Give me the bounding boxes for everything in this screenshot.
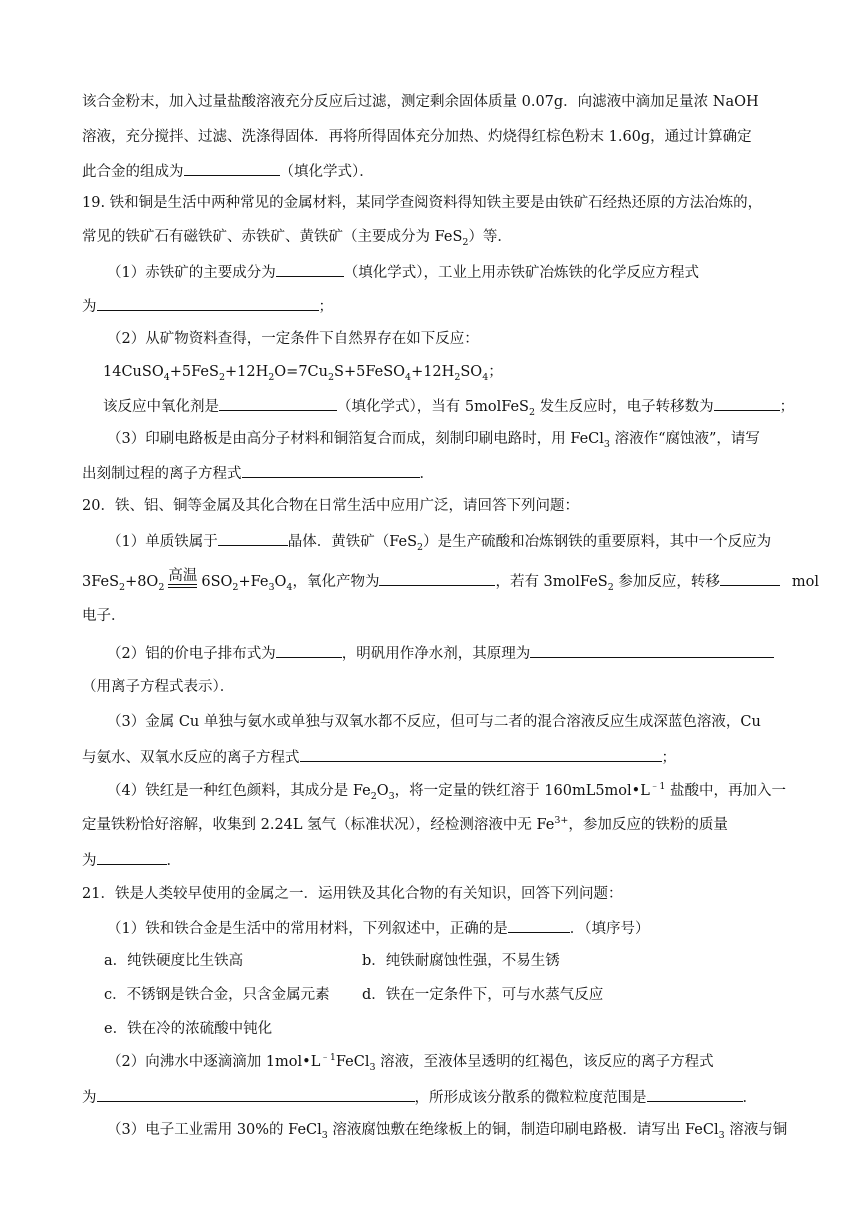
- text-line: [107, 329, 479, 349]
- text-line: [82, 849, 181, 871]
- text: 溶液与铜: [724, 1122, 788, 1138]
- answer-blank[interactable]: [508, 917, 570, 933]
- text: （3）金属 Cu 单独与氨水或单独与双氧水都不反应，但可与二者的混合溶液反应生成深蓝色溶液，Cu: [107, 714, 761, 730]
- text: 出刻制过程的离子方程式: [82, 466, 242, 482]
- subscript: 2: [417, 541, 424, 553]
- answer-blank[interactable]: [97, 295, 319, 311]
- text: （用离子方程式表示）．: [82, 679, 235, 695]
- text: （4）铁红是一种红色颜料，其成分是 Fe: [107, 783, 371, 799]
- text-line: （4）铁红是一种红色颜料，其成分是 $Fe_2O_3$，将一定量的铁红溶于 $160mL5mol•L^{﹣1}$ 盐酸中，再加入一: [107, 781, 787, 802]
- text: ，明矾用作净水剂，其原理为: [341, 646, 531, 662]
- text: 20．铁、铝、铜等金属及其化合物在日常生活中应用广泛，请回答下列问题：: [82, 498, 579, 514]
- text: ，将一定量的铁红溶于 160mL5mol•L: [394, 783, 650, 799]
- text-line: [107, 642, 774, 664]
- answer-blank[interactable]: [219, 395, 337, 411]
- text: 该合金粉末，加入过量盐酸溶液充分反应后过滤，测定剩余固体质量 0.07g．向滤液中滴加足量浓 NaOH: [82, 94, 759, 110]
- text-line: [82, 1086, 757, 1108]
- text: 定量铁粉恰好溶解，收集到 2.24L 氢气（标准状况），经检测溶液中无 Fe: [82, 817, 555, 833]
- text: （填化学式），当有 5molFeS: [337, 399, 529, 415]
- text-line: [82, 462, 434, 484]
- text: ，所形成该分散系的微粒粒度范围是: [414, 1090, 647, 1106]
- text: ．: [419, 466, 434, 482]
- text-line: [82, 227, 512, 247]
- option-b[interactable]: [362, 951, 560, 971]
- text-line: [82, 815, 728, 835]
- answer-blank[interactable]: [218, 530, 288, 546]
- answer-blank[interactable]: [379, 570, 495, 586]
- answer-blank[interactable]: [276, 261, 344, 277]
- text: 电子．: [82, 608, 126, 624]
- text-line: [107, 429, 760, 449]
- text-line: [82, 127, 752, 147]
- reaction-condition: 高温: [168, 569, 197, 588]
- answer-blank[interactable]: [720, 570, 780, 586]
- text: 溶液腐蚀敷在绝缘板上的铜，制造印刷电路极．请写出 FeCl: [327, 1122, 719, 1138]
- text-line: [82, 677, 234, 697]
- option-text: b．纯铁耐腐蚀性强，不易生锈: [362, 953, 560, 969]
- chemical-equation: $3FeS_2+8O_2$ 高温 $6SO_2+Fe_3O_4$，氧化产物为 ，若有 3molFeS$_2$ 参加反应，转移 mol: [82, 568, 819, 593]
- answer-blank[interactable]: [647, 1086, 743, 1102]
- text-line: [82, 92, 759, 112]
- text-line: [82, 606, 126, 626]
- option-text: d．铁在一定条件下，可与水蒸气反应: [362, 987, 604, 1003]
- text: （1）赤铁矿的主要成分为: [107, 265, 276, 281]
- text: （1）铁和铁合金是生活中的常用材料，下列叙述中，正确的是: [107, 921, 508, 937]
- answer-blank[interactable]: [242, 462, 420, 478]
- text: 为: [82, 299, 97, 315]
- answer-blank[interactable]: [276, 642, 342, 658]
- text: （2）铝的价电子排布式为: [107, 646, 276, 662]
- text: FeCl: [335, 1054, 370, 1070]
- text: 此合金的组成为: [82, 164, 184, 180]
- text: ．: [166, 853, 181, 869]
- answer-blank[interactable]: [530, 642, 774, 658]
- text: （填化学式），工业上用赤铁矿冶炼铁的化学反应方程式: [343, 265, 699, 281]
- answer-blank[interactable]: [300, 746, 662, 762]
- text-line: [107, 530, 771, 552]
- text: 溶液，至液体呈透明的红褐色，该反应的离子方程式: [375, 1054, 714, 1070]
- text: 为: [82, 853, 97, 869]
- answer-blank[interactable]: [97, 1086, 415, 1102]
- text: （2）向沸水中逐滴滴加 1mol•L: [107, 1054, 321, 1070]
- option-text: a．纯铁硬度比生铁高: [104, 953, 244, 969]
- option-text: e．铁在冷的浓硫酸中钝化: [104, 1021, 273, 1037]
- text-line: [107, 1052, 714, 1072]
- text-line: [107, 712, 761, 732]
- text: ．: [742, 1090, 757, 1106]
- subscript: 3: [369, 1061, 376, 1073]
- question-21-stem: [82, 884, 622, 904]
- answer-blank[interactable]: [714, 395, 780, 411]
- text: （填化学式）．: [279, 164, 374, 180]
- option-a[interactable]: [104, 951, 243, 971]
- question-20-stem: [82, 496, 579, 516]
- text: （3）电子工业需用 30%的 FeCl: [107, 1122, 322, 1138]
- text: （1）单质铁属于: [107, 534, 218, 550]
- text: ）等．: [468, 229, 512, 245]
- text: 与氨水、双氧水反应的离子方程式: [82, 750, 300, 766]
- text: 晶体．黄铁矿（FeS: [287, 534, 418, 550]
- text: ；: [318, 299, 333, 315]
- text: 21．铁是人类较早使用的金属之一．运用铁及其化合物的有关知识，回答下列问题：: [82, 886, 623, 902]
- answer-blank[interactable]: [184, 160, 280, 176]
- text-line: [82, 746, 676, 768]
- text-line: [107, 917, 649, 939]
- option-c[interactable]: [104, 985, 330, 1005]
- text: （3）印刷电路板是由高分子材料和铜箔复合而成，刻制印刷电路时，用 FeCl: [107, 431, 604, 447]
- text: 溶液，充分搅拌、过滤、洗涤得固体．再将所得固体充分加热、灼烧得红棕色粉末 1.60g，通过计算确定: [82, 129, 752, 145]
- text: 盐酸中，再加入一: [665, 783, 787, 799]
- chemical-equation: $14CuSO_4+5FeS_2+12H_2O=7Cu_2S+5FeSO_4+12H_2SO_4$；: [103, 364, 503, 383]
- text-line: [82, 160, 374, 182]
- text: （2）从矿物资料查得，一定条件下自然界存在如下反应：: [107, 331, 479, 347]
- question-19-stem: [82, 193, 762, 213]
- text: 该反应中氧化剂是: [103, 399, 219, 415]
- option-text: c．不锈钢是铁合金，只含金属元素: [104, 987, 330, 1003]
- text: ．（填序号）: [569, 921, 650, 937]
- text-line: [103, 395, 794, 417]
- answer-blank[interactable]: [97, 849, 167, 865]
- superscript: ﹣1: [320, 1052, 336, 1064]
- text: ）是生产硫酸和冶炼钢铁的重要原料，其中一个反应为: [423, 534, 772, 550]
- text: 19. 铁和铜是生活中两种常见的金属材料，某同学查阅资料得知铁主要是由铁矿石经热还原的方法冶炼的，: [82, 195, 763, 211]
- text: ；: [779, 399, 795, 415]
- text-line: [82, 295, 333, 317]
- text: 常见的铁矿石有磁铁矿、赤铁矿、黄铁矿（主要成分为 FeS: [82, 229, 463, 245]
- text: 发生反应时，电子转移数为: [535, 399, 714, 415]
- option-e[interactable]: [104, 1019, 272, 1039]
- option-d[interactable]: [362, 985, 603, 1005]
- superscript: 3+: [554, 815, 569, 827]
- text: ；: [661, 750, 676, 766]
- text-line: [107, 261, 699, 283]
- subscript: 3: [603, 438, 610, 450]
- subscript: 2: [462, 236, 469, 248]
- text: ，参加反应的铁粉的质量: [568, 817, 728, 833]
- text: 溶液作“腐蚀液”，请写: [609, 431, 760, 447]
- text-line: （3）电子工业需用 30%的 FeCl$_3$ 溶液腐蚀敷在绝缘板上的铜，制造印刷电路极．请写出 FeCl$_3$ 溶液与铜: [107, 1122, 788, 1141]
- text: 为: [82, 1090, 97, 1106]
- superscript: ﹣1: [649, 781, 666, 793]
- subscript: 2: [528, 406, 536, 418]
